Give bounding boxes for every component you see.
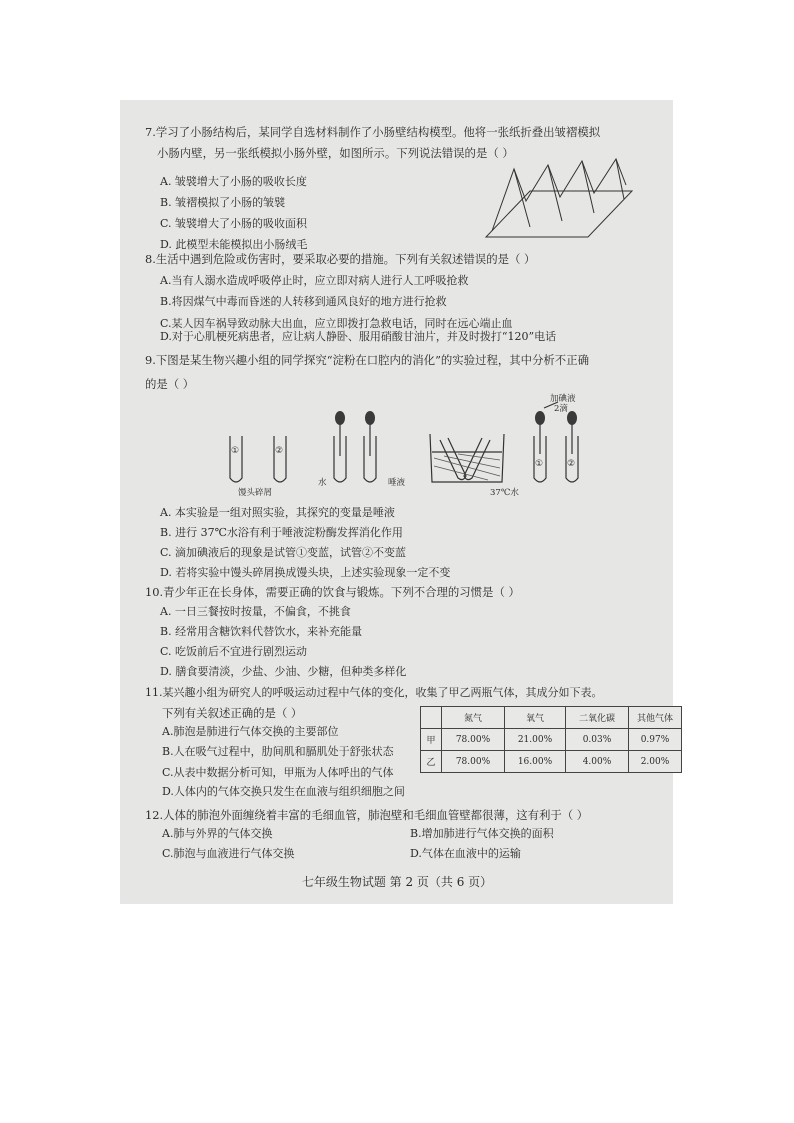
table-cell: 21.00% xyxy=(505,729,566,751)
label-saliva: 唾液 xyxy=(388,478,406,488)
q11-stem-line2: 下列有关叙述正确的是（ ） xyxy=(162,706,303,720)
table-header-cell: 氮气 xyxy=(442,707,505,729)
q7-option-b: B. 皱褶模拟了小肠的皱襞 xyxy=(160,196,286,209)
q12-option-a: A.肺与外界的气体交换 xyxy=(162,827,273,840)
table-cell: 78.00% xyxy=(442,729,505,751)
q10-option-d: D. 膳食要清淡，少盐、少油、少糖，但种类多样化 xyxy=(160,665,407,678)
q9-option-a: A. 本实验是一组对照实验，其探究的变量是唾液 xyxy=(160,506,395,519)
q12-option-b: B.增加肺进行气体交换的面积 xyxy=(410,827,554,840)
q8-option-c: C.某人因车祸导致动脉大出血，应立即拨打急救电话，同时在远心端止血 xyxy=(160,317,513,330)
q11-option-a: A.肺泡是肺进行气体交换的主要部位 xyxy=(162,725,339,738)
q9-stem-line2: 的是（ ） xyxy=(145,377,195,391)
q10-option-a: A. 一日三餐按时按量，不偏食，不挑食 xyxy=(160,605,351,618)
q9-option-d: D. 若将实验中馒头碎屑换成馒头块，上述实验现象一定不变 xyxy=(160,566,451,579)
tube2-iodine-label: ② xyxy=(567,459,576,469)
q7-option-c: C. 皱襞增大了小肠的吸收面积 xyxy=(160,217,308,230)
tube2-label: ② xyxy=(275,446,284,456)
label-bread-crumbs: 馒头碎屑 xyxy=(238,488,273,498)
q11-stem-line1: 11.某兴趣小组为研究人的呼吸运动过程中气体的变化，收集了甲乙两瓶气体，其成分如下表。 xyxy=(145,686,603,699)
table-cell: 4.00% xyxy=(566,751,629,773)
q8-option-d: D.对于心肌梗死病患者，应让病人静卧、服用硝酸甘油片，并及时拨打“120”电话 xyxy=(160,330,557,343)
q9-stem-line1: 9.下图是某生物兴趣小组的同学探究“淀粉在口腔内的消化”的实验过程，其中分析不正确 xyxy=(145,353,589,367)
table-row xyxy=(421,751,682,773)
table-header-cell: 氧气 xyxy=(505,707,566,729)
tube1-iodine-label: ① xyxy=(535,459,544,469)
table-cell: 78.00% xyxy=(442,751,505,773)
starch-digestion-experiment-figure xyxy=(222,398,602,500)
label-water: 水 xyxy=(318,478,327,488)
table-cell: 16.00% xyxy=(505,751,566,773)
table-header-cell xyxy=(421,707,442,729)
page-footer: 七年级生物试题 第 2 页（共 6 页） xyxy=(301,875,493,889)
q10-stem: 10.青少年正在长身体，需要正确的饮食与锻炼。下列不合理的习惯是（ ） xyxy=(145,585,520,599)
table-header-cell: 其他气体 xyxy=(629,707,682,729)
label-water-bath: 37℃水 xyxy=(490,488,519,498)
q12-option-d: D.气体在血液中的运输 xyxy=(410,847,521,860)
table-cell: 乙 xyxy=(421,751,442,773)
q8-option-b: B.将因煤气中毒而昏迷的人转移到通风良好的地方进行抢救 xyxy=(160,295,447,308)
q8-stem: 8.生活中遇到危险或伤害时，要采取必要的措施。下列有关叙述错误的是（ ） xyxy=(145,252,536,266)
folded-paper-model-figure xyxy=(484,155,636,241)
label-add-iodine: 加碘液 xyxy=(550,394,576,404)
q7-option-a: A. 皱襞增大了小肠的吸收长度 xyxy=(160,175,307,188)
q11-option-b: B.人在吸气过程中，肋间肌和膈肌处于舒张状态 xyxy=(162,745,394,758)
q10-option-c: C. 吃饭前后不宜进行剧烈运动 xyxy=(160,645,308,658)
q11-option-c: C.从表中数据分析可知，甲瓶为人体呼出的气体 xyxy=(162,766,394,779)
table-header-row xyxy=(421,707,682,729)
q9-option-c: C. 滴加碘液后的现象是试管①变蓝，试管②不变蓝 xyxy=(160,546,407,559)
table-cell: 2.00% xyxy=(629,751,682,773)
q11-option-d: D.人体内的气体交换只发生在血液与组织细胞之间 xyxy=(162,785,405,798)
q7-stem-line1: 7.学习了小肠结构后，某同学自选材料制作了小肠壁结构模型。他将一张纸折叠出皱褶模拟 xyxy=(145,125,601,139)
q10-option-b: B. 经常用含糖饮料代替饮水，来补充能量 xyxy=(160,625,363,638)
table-cell: 0.97% xyxy=(629,729,682,751)
q12-stem: 12.人体的肺泡外面缠绕着丰富的毛细血管，肺泡壁和毛细血管壁都很薄，这有利于（ ） xyxy=(145,808,589,822)
q7-stem-line2: 小肠内壁，另一张纸模拟小肠外壁，如图所示。下列说法错误的是（ ） xyxy=(157,146,514,160)
gas-composition-table xyxy=(420,706,682,773)
q7-option-d: D. 此模型未能模拟出小肠绒毛 xyxy=(160,238,308,251)
table-header-cell: 二氧化碳 xyxy=(566,707,629,729)
table-cell: 甲 xyxy=(421,729,442,751)
q8-option-a: A.当有人溺水造成呼吸停止时，应立即对病人进行人工呼吸抢救 xyxy=(160,274,469,287)
q9-option-b: B. 进行 37℃水浴有利于唾液淀粉酶发挥消化作用 xyxy=(160,526,403,539)
tube1-label: ① xyxy=(231,446,240,456)
q12-option-c: C.肺泡与血液进行气体交换 xyxy=(162,847,295,860)
table-cell: 0.03% xyxy=(566,729,629,751)
table-row xyxy=(421,729,682,751)
label-two-drops: 2滴 xyxy=(554,404,568,414)
